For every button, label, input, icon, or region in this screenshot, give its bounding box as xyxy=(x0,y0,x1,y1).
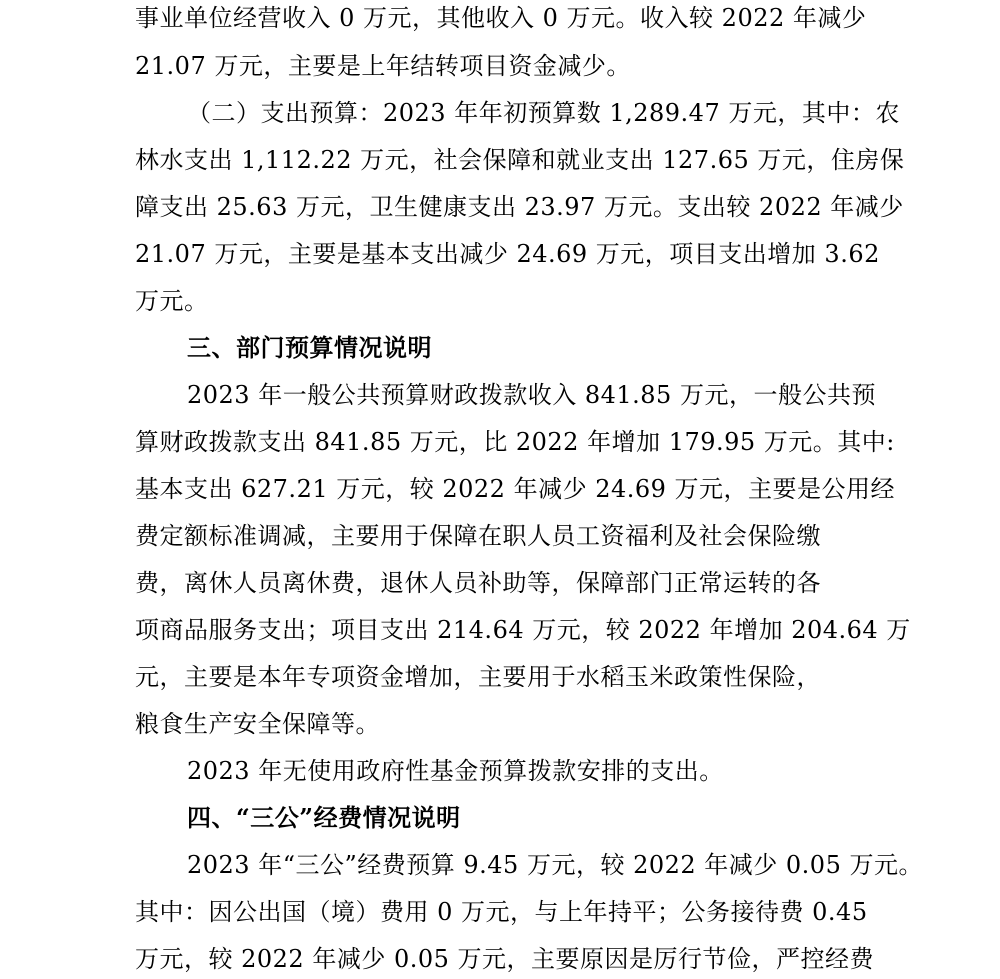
paragraph-line: 基本支出 627.21 万元，较 2022 年减少 24.69 万元，主要是公用经 xyxy=(135,475,896,503)
paragraph-line: 万元，较 2022 年减少 0.05 万元，主要原因是厉行节俭，严控经费 xyxy=(135,945,875,973)
paragraph-line: 2023 年一般公共预算财政拨款收入 841.85 万元，一般公共预 xyxy=(187,381,876,409)
paragraph-line: 粮食生产安全保障等。 xyxy=(135,710,380,738)
paragraph-line: 2023 年“三公”经费预算 9.45 万元，较 2022 年减少 0.05 万元。 xyxy=(187,851,923,879)
paragraph-line: 事业单位经营收入 0 万元，其他收入 0 万元。收入较 2022 年减少 xyxy=(135,4,867,32)
paragraph-line: 21.07 万元，主要是基本支出减少 24.69 万元，项目支出增加 3.62 xyxy=(135,240,880,268)
paragraph-line: 障支出 25.63 万元，卫生健康支出 23.97 万元。支出较 2022 年减少 xyxy=(135,193,904,221)
paragraph-line: 算财政拨款支出 841.85 万元，比 2022 年增加 179.95 万元。其中: xyxy=(135,428,895,456)
paragraph-line: 21.07 万元，主要是上年结转项目资金减少。 xyxy=(135,52,631,80)
paragraph-line: （二）支出预算：2023 年年初预算数 1,289.47 万元，其中：农 xyxy=(187,99,900,127)
section-heading: 四、“三公”经费情况说明 xyxy=(187,803,461,832)
paragraph-line: 其中：因公出国（境）费用 0 万元，与上年持平；公务接待费 0.45 xyxy=(135,898,868,926)
section-heading: 三、部门预算情况说明 xyxy=(187,333,432,362)
paragraph-line: 林水支出 1,112.22 万元，社会保障和就业支出 127.65 万元，住房保 xyxy=(135,146,905,174)
paragraph-line: 项商品服务支出；项目支出 214.64 万元，较 2022 年增加 204.64 万 xyxy=(135,616,911,644)
paragraph-line: 费，离休人员离休费，退休人员补助等，保障部门正常运转的各 xyxy=(135,569,821,597)
paragraph-line: 万元。 xyxy=(135,287,209,315)
paragraph-line: 2023 年无使用政府性基金预算拨款安排的支出。 xyxy=(187,757,724,785)
paragraph-line: 费定额标准调减，主要用于保障在职人员工资福利及社会保险缴 xyxy=(135,522,821,550)
paragraph-line: 元，主要是本年专项资金增加，主要用于水稻玉米政策性保险， xyxy=(135,663,821,691)
